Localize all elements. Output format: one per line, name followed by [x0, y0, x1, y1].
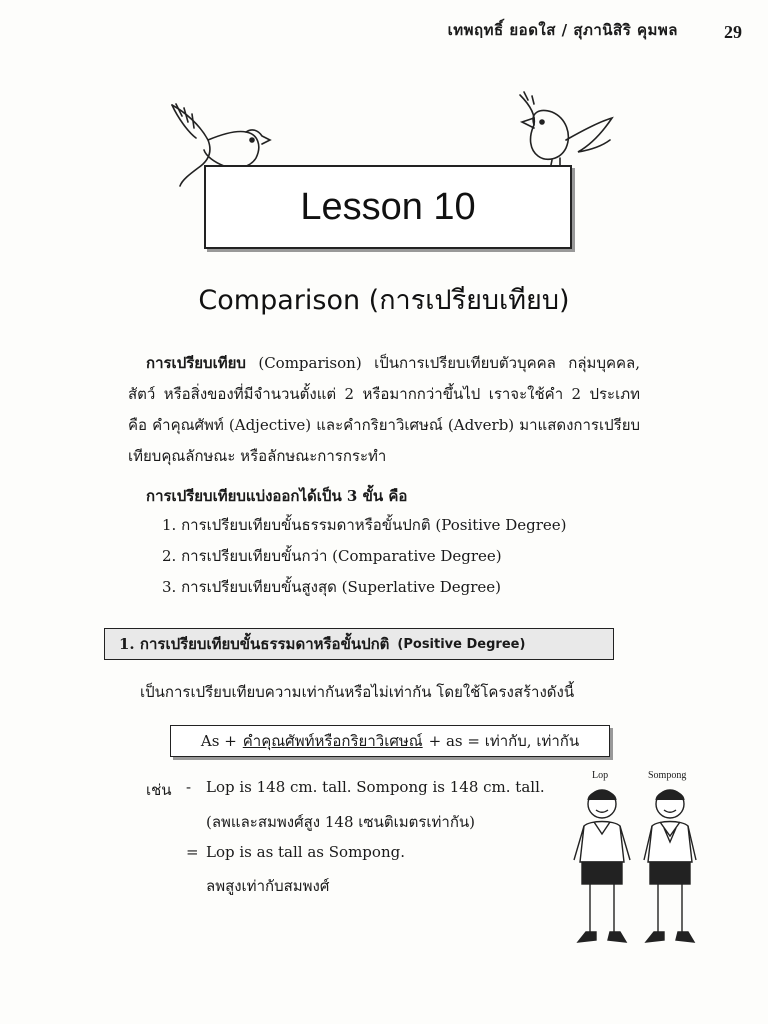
- formula-part1: As +: [200, 732, 237, 750]
- formula-part2: คำคุณศัพท์หรือกริยาวิเศษณ์: [242, 732, 423, 750]
- list-item: 1. การเปรียบเทียบขั้นธรรมดาหรือขั้นปกติ (Positive Degree): [162, 516, 567, 534]
- section-heading-eng: (Positive Degree): [397, 636, 526, 652]
- example-line-4: ลพสูงเท่ากับสมพงศ์: [206, 877, 330, 895]
- section-description: เป็นการเปรียบเทียบความเท่ากันหรือไม่เท่ากัน โดยใช้โครงสร้างดังนี้: [140, 683, 575, 701]
- intro-paragraph: [128, 348, 640, 472]
- boys-illustration-icon: [560, 782, 710, 962]
- formula-box: [170, 725, 610, 757]
- formula-part3: + as = เท่ากับ, เท่ากัน: [428, 732, 580, 750]
- list-item: 3. การเปรียบเทียบขั้นสูงสุด (Superlative Degree): [162, 578, 502, 596]
- example-line-1: Lop is 148 cm. tall. Sompong is 148 cm. tall.: [206, 778, 545, 796]
- example-label: เช่น: [146, 781, 172, 799]
- levels-heading: การเปรียบเทียบแบ่งออกได้เป็น 3 ขั้น คือ: [146, 487, 408, 505]
- intro-term: การเปรียบเทียบ: [146, 354, 246, 372]
- caption-sompong: Sompong: [648, 770, 687, 781]
- lesson-title-box: [204, 165, 572, 249]
- page-header: เทพฤทธิ์ ยอดใส / สุภานิสิริ คุมพล: [447, 21, 678, 39]
- section-heading: 1. การเปรียบเทียบขั้นธรรมดาหรือขั้นปกติ: [119, 635, 390, 653]
- example-equals: =: [186, 843, 199, 861]
- lesson-title: Lesson 10: [300, 185, 476, 228]
- lesson-subtitle: Comparison (การเปรียบเทียบ): [198, 285, 570, 316]
- page-number: 29: [724, 22, 742, 42]
- intro-text: (Comparison) เป็นการเปรียบเทียบตัวบุคคล กลุ่มบุคคล, สัตว์ หรือสิ่งของที่มีจำนวนตั้งแต่ 2 หรือมากกว่าขึ้นไป เราจะใช้คำ 2 ประเภท คือ คำคุณศัพท์ (Adjective) และคำกริยาวิเศษณ์ (Adverb) มาแสดงการเปรียบเทียบคุณลักษณะ หรือลักษณะการกระทำ: [128, 354, 640, 465]
- example-line-3: Lop is as tall as Sompong.: [206, 843, 405, 861]
- caption-lop: Lop: [592, 770, 609, 781]
- levels-list: [162, 510, 566, 603]
- example-dash: -: [186, 778, 192, 796]
- section-heading-box: [104, 628, 614, 660]
- right-bird-icon: [520, 92, 612, 170]
- list-item: 2. การเปรียบเทียบขั้นกว่า (Comparative Degree): [162, 547, 502, 565]
- example-line-2: (ลพและสมพงศ์สูง 148 เซนติเมตรเท่ากัน): [206, 813, 476, 831]
